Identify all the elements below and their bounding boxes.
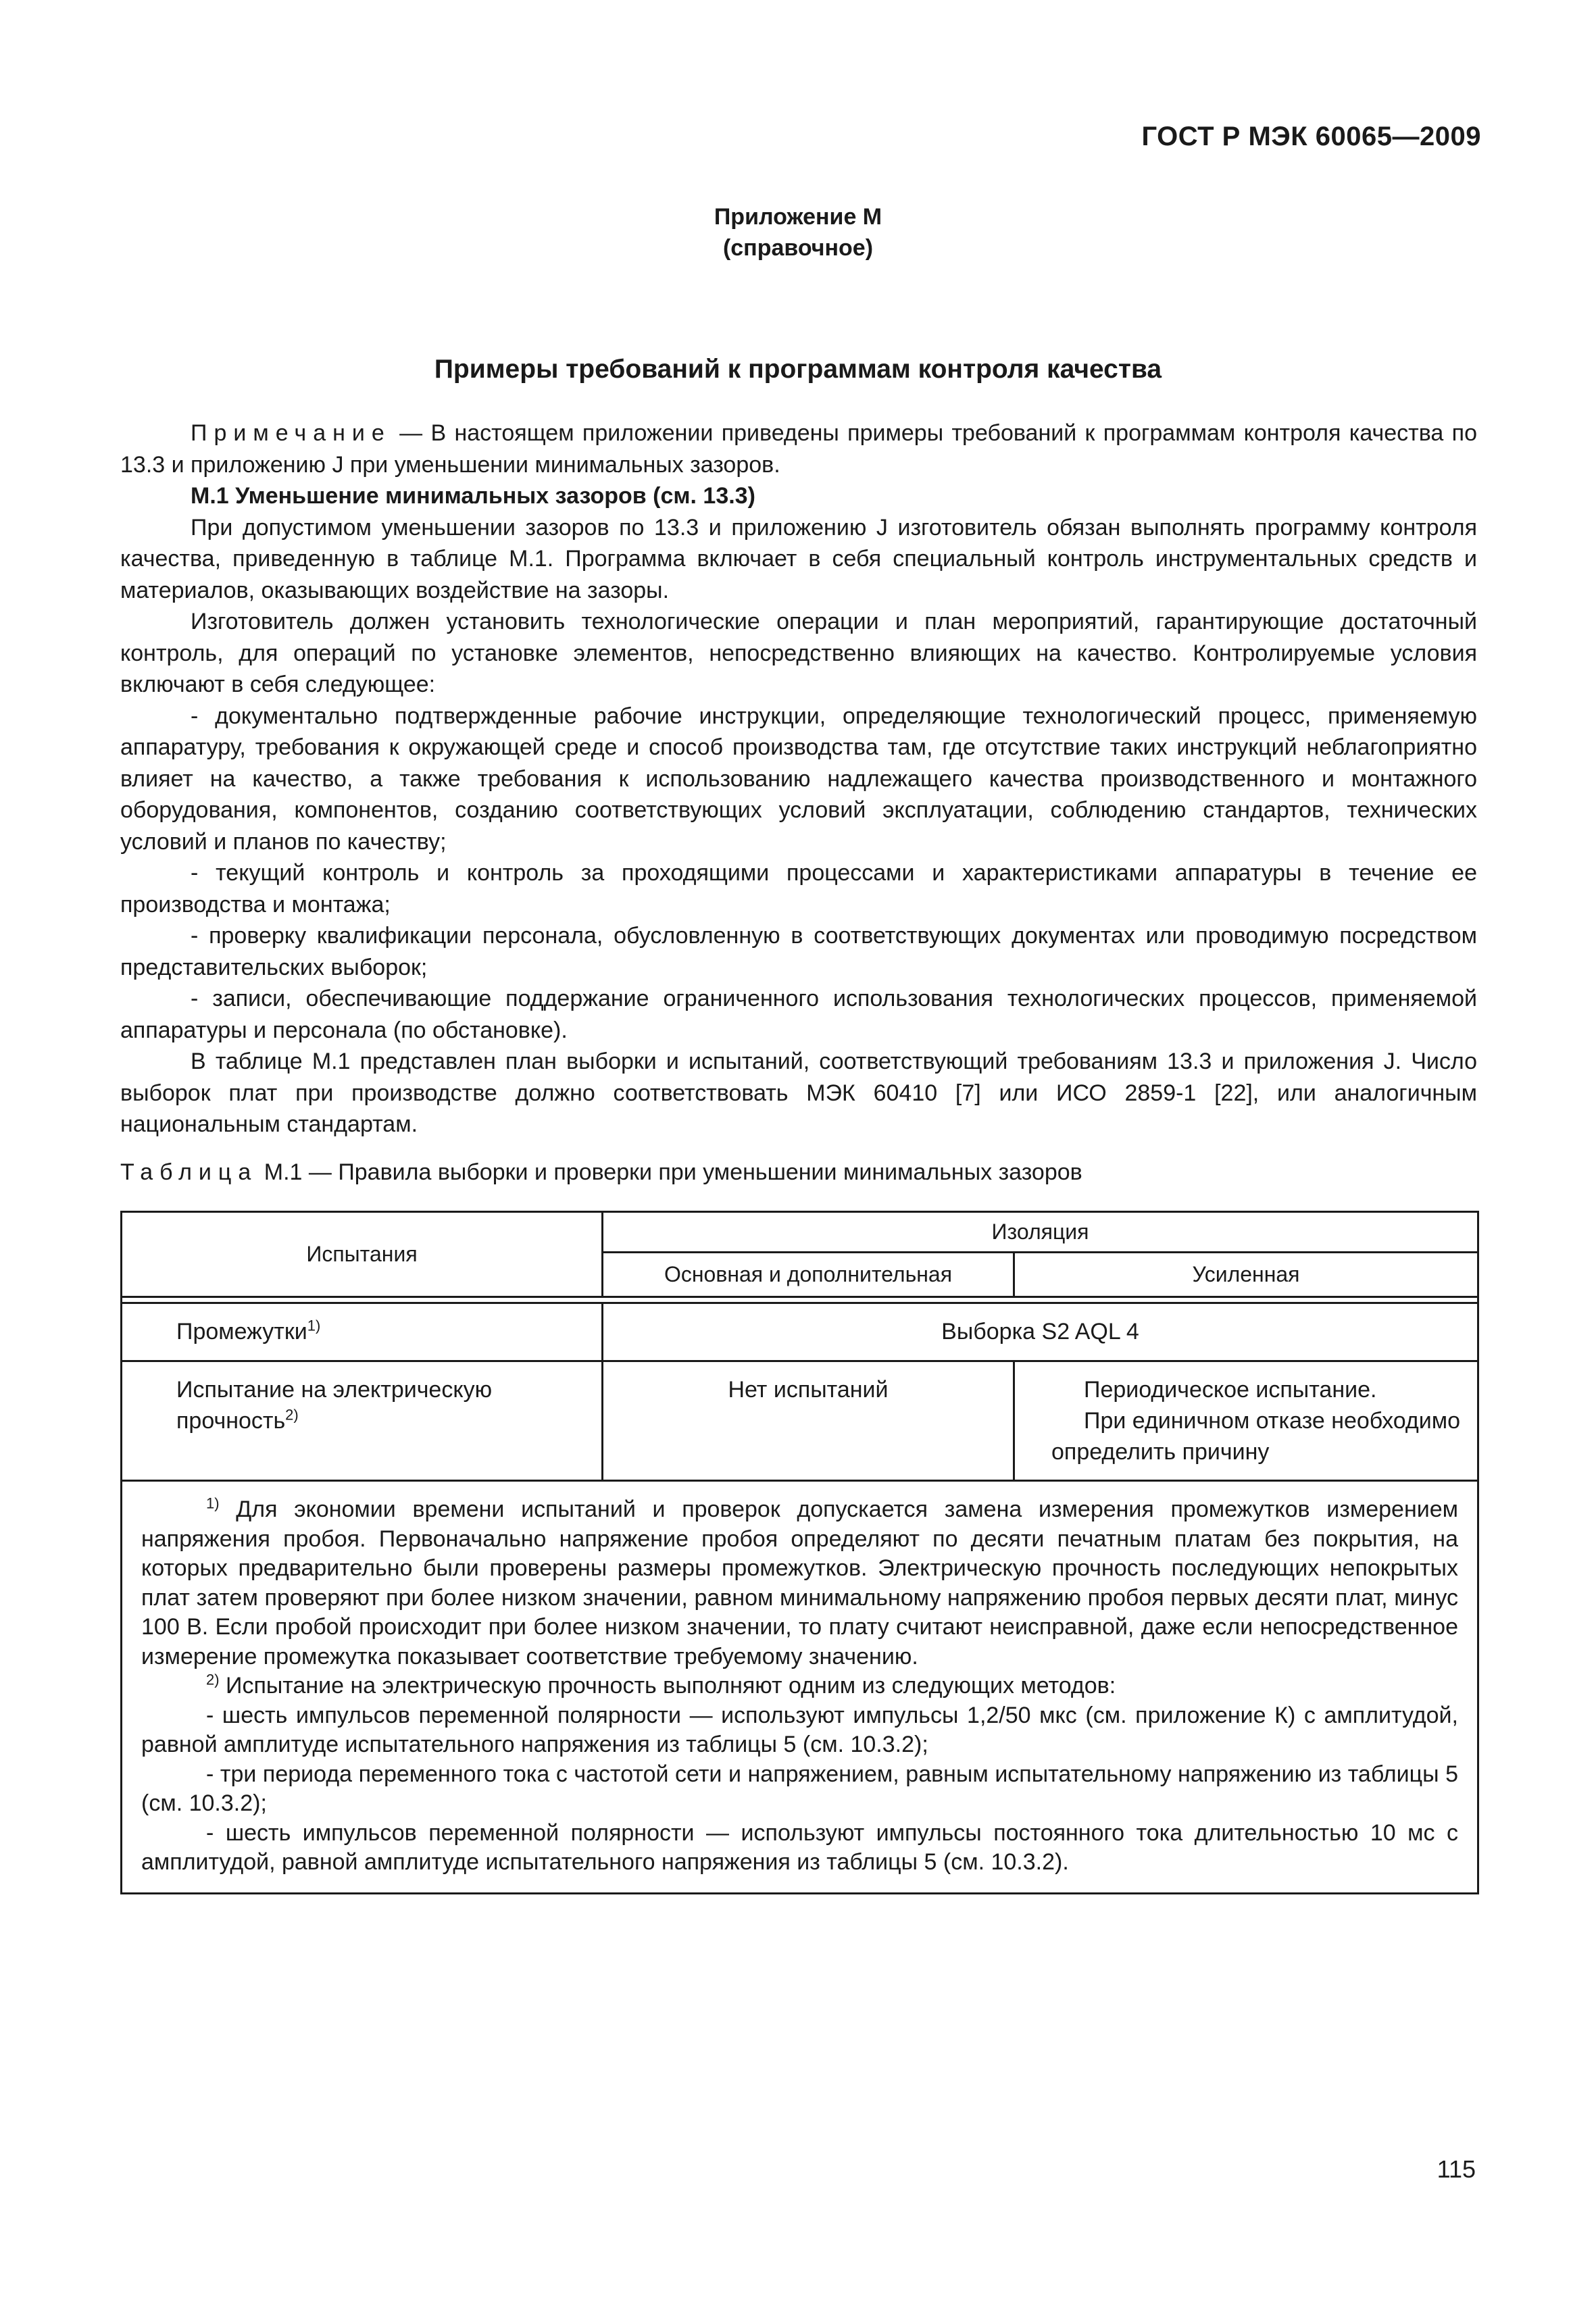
footnote-2-text: Испытание на электрическую прочность выполняют одним из следующих методов: <box>219 1673 1116 1699</box>
footnote-item: - шесть импульсов переменной полярности — используют импульсы постоянного тока длительностью 10 мс с амплитудой, равной амплитуде испытательного напряжения из таблицы 5 (см. 10.3.2). <box>141 1819 1458 1875</box>
cell-test <box>122 1361 603 1481</box>
header-tests: Испытания <box>122 1212 603 1297</box>
header-reinforced: Усиленная <box>1014 1253 1478 1297</box>
annex-type: (справочное) <box>722 235 874 261</box>
cell-test <box>122 1303 603 1361</box>
table-caption-label: Таблица <box>120 1159 258 1185</box>
paragraph: В таблице М.1 представлен план выборки и испытаний, соответствующий требованиям 13.3 и приложения J. Число выборок плат при производстве должно соответствовать МЭК 60410 [7] или ИСО 2859-1 [22], или аналогичным национальным стандартам. <box>120 1049 1477 1137</box>
table-notes-row <box>122 1481 1478 1894</box>
footnote-2-marker: 2) <box>206 1671 220 1688</box>
page-number: 115 <box>1437 2155 1476 2183</box>
note-text: — В настоящем приложении приведены примеры требований к программам контроля качества по 13.3 и приложению J при уменьшении минимальных зазоров. <box>120 420 1477 478</box>
note-label: Примечание <box>191 420 391 446</box>
header-basic: Основная и дополнительная <box>603 1253 1014 1297</box>
table-row <box>122 1361 1478 1481</box>
cell-reinforced <box>1014 1361 1478 1481</box>
footnote-ref: 1) <box>307 1317 321 1334</box>
footnote-1-marker: 1) <box>206 1494 220 1512</box>
cell-basic: Нет испытаний <box>603 1361 1014 1481</box>
page-title: Примеры требований к программам контроля качества <box>434 355 1162 384</box>
table-caption <box>120 1159 1082 1186</box>
section-heading: М.1 Уменьшение минимальных зазоров (см. 13.3) <box>191 483 755 509</box>
table-separator <box>122 1297 1478 1303</box>
annex-title: Приложение М <box>714 204 882 230</box>
table-notes <box>122 1481 1478 1894</box>
footnote-1 <box>141 1495 1458 1671</box>
footnote-1-text: Для экономии времени испытаний и проверок допускается замена измерения промежутков измерением напряжения пробоя. Первоначально напряжение пробоя определяют по десяти печатным платам без покрытия, на которых предварительно были проверены размеры промежутков. Электрическую прочность последующих непокрытых плат затем проверяют при более низком значении, равном минимальному напряжению пробоя первых десяти плат, минус 100 В. Если пробой происходит при более низком значении, то плату считают неисправной, даже если непосредственное измерение промежутка показывает соответствие требуемому значению. <box>141 1496 1458 1669</box>
table-row <box>122 1303 1478 1361</box>
footnote-item: - шесть импульсов переменной полярности — используют импульсы 1,2/50 мкс (см. приложение К) с амплитудой, равной амплитуде испытательного напряжения из таблицы 5 (см. 10.3.2); <box>141 1702 1458 1757</box>
cell-merged: Выборка S2 AQL 4 <box>603 1303 1478 1361</box>
footnote-2 <box>141 1671 1458 1701</box>
header-insulation: Изоляция <box>603 1212 1478 1253</box>
cell-test-text: Испытание на электрическую прочность <box>176 1377 493 1434</box>
annex-heading <box>0 201 1596 263</box>
cell-reinforced-line1: Периодическое испытание. <box>1084 1377 1377 1403</box>
paragraph: При допустимом уменьшении зазоров по 13.3 и приложению J изготовитель обязан выполнять программу контроля качества, приведенную в таблице М.1. Программа включает в себя специальный контроль инструментальных средств и материалов, оказывающих воздействие на зазоры. <box>120 514 1477 603</box>
list-item: - проверку квалификации персонала, обусловленную в соответствующих документах или проводимую посредством представительских выборок; <box>120 923 1477 980</box>
cell-reinforced-line2: При единичном отказе необходимо определить причину <box>1051 1408 1461 1465</box>
standard-header: ГОСТ Р МЭК 60065—2009 <box>1141 122 1481 151</box>
table-caption-text: М.1 — Правила выборки и проверки при уменьшении минимальных зазоров <box>257 1159 1082 1185</box>
list-item: - текущий контроль и контроль за проходящими процессами и характеристиками аппаратуры в течение ее производства и монтажа; <box>120 860 1477 917</box>
footnote-ref: 2) <box>285 1406 299 1424</box>
table <box>120 1211 1479 1894</box>
list-item: - записи, обеспечивающие поддержание ограниченного использования технологических процессов, применяемой аппаратуры и персонала (по обстановке). <box>120 986 1477 1043</box>
table-header-row <box>122 1212 1478 1253</box>
paragraph: Изготовитель должен установить технологические операции и план мероприятий, гарантирующие достаточный контроль, для операций по установке элементов, непосредственно влияющих на качество. Контролируемые условия включают в себя следующее: <box>120 609 1477 697</box>
footnote-item: - три периода переменного тока с частотой сети и напряжением, равным испытательному напряжению из таблицы 5 (см. 10.3.2); <box>141 1761 1458 1816</box>
body-text <box>120 418 1477 1140</box>
note-paragraph <box>120 418 1477 480</box>
cell-test-text: Промежутки <box>176 1319 307 1344</box>
list-item: - документально подтвержденные рабочие инструкции, определяющие технологический процесс, применяемую аппаратуру, требования к окружающей среде и способ производства там, где отсутствие таких инструкций неблагоприятно влияет на качество, а также требования к использованию надлежащего качества производственного и монтажного оборудования, компонентов, созданию соответствующих условий эксплуатации, соблюдению стандартов, технических условий и планов по качеству; <box>120 703 1477 855</box>
